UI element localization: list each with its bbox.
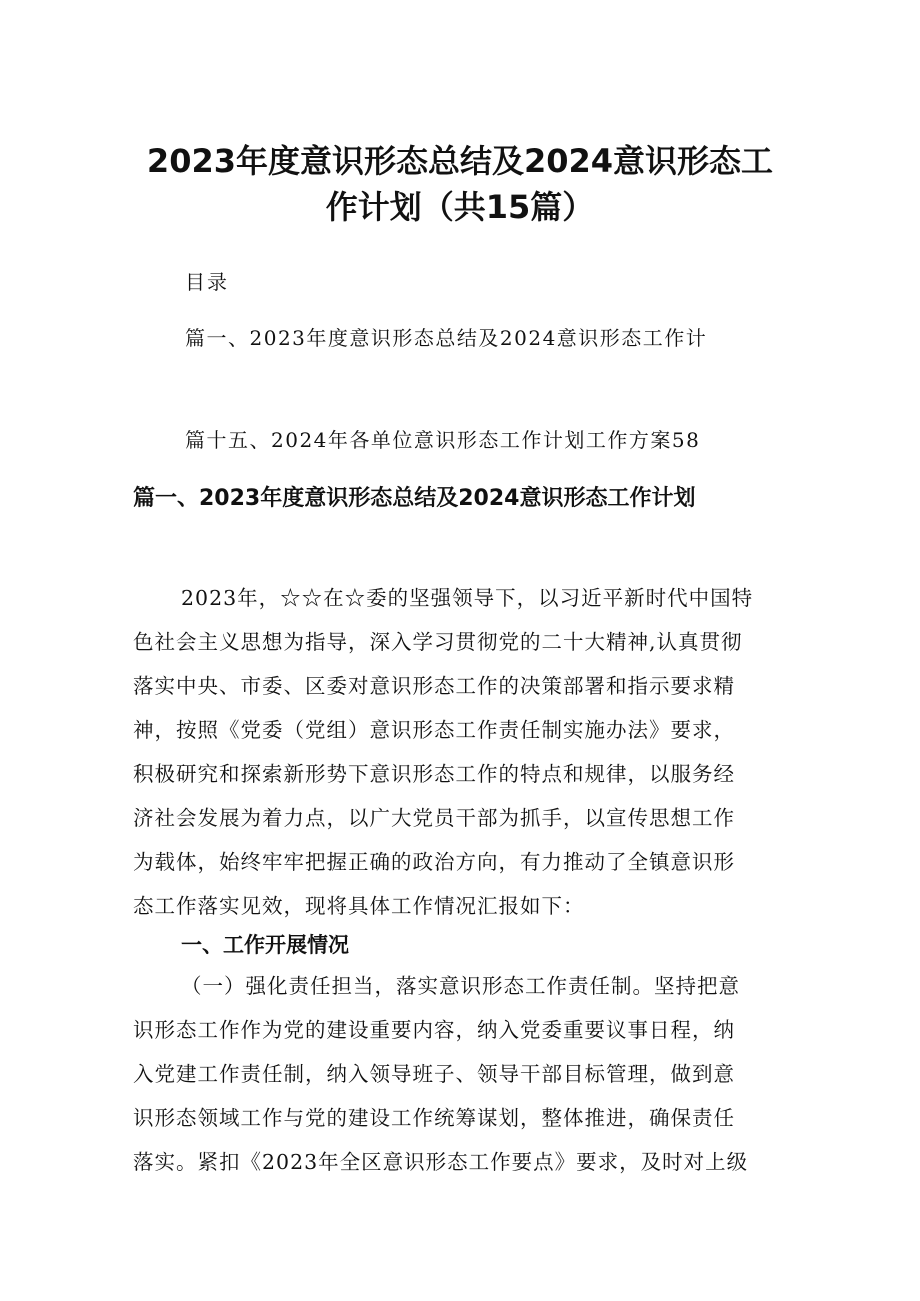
toc-item[interactable]: 篇一、2023年度意识形态总结及2024意识形态工作计 <box>185 326 708 350</box>
document-title-line-2: 作计划（共15篇） <box>325 188 595 226</box>
section-heading: 篇一、2023年度意识形态总结及2024意识形态工作计划 <box>133 486 696 511</box>
paragraph-line: 落实。紧扣《2023年全区意识形态工作要点》要求，及时对上级 <box>133 1150 749 1174</box>
paragraph-line: 神，按照《党委（党组）意识形态工作责任制实施办法》要求， <box>133 718 735 742</box>
document-title-line-1: 2023年度意识形态总结及2024意识形态工 <box>146 142 774 180</box>
paragraph-line: 识形态工作作为党的建设重要内容，纳入党委重要议事日程，纳 <box>133 1018 735 1042</box>
paragraph-line: 落实中央、市委、区委对意识形态工作的决策部署和指示要求精 <box>133 674 735 698</box>
subheading-work-progress: 一、工作开展情况 <box>181 933 349 957</box>
paragraph-line: 识形态领域工作与党的建设工作统筹谋划，整体推进，确保责任 <box>133 1106 735 1130</box>
paragraph-line: 为载体，始终牢牢把握正确的政治方向，有力推动了全镇意识形 <box>133 850 735 874</box>
paragraph-line: 2023年，☆☆在☆委的坚强领导下，以习近平新时代中国特 <box>181 586 754 610</box>
toc-label: 目录 <box>185 270 229 294</box>
paragraph-line: 入党建工作责任制，纳入领导班子、领导干部目标管理，做到意 <box>133 1062 735 1086</box>
paragraph-intro <box>133 576 793 928</box>
paragraph-line: 积极研究和探索新形势下意识形态工作的特点和规律，以服务经 <box>133 762 735 786</box>
paragraph-line: 济社会发展为着力点，以广大党员干部为抓手，以宣传思想工作 <box>133 806 735 830</box>
paragraph-responsibility <box>133 964 793 1184</box>
paragraph-line: 态工作落实见效，现将具体工作情况汇报如下： <box>133 894 585 918</box>
paragraph-line: 色社会主义思想为指导，深入学习贯彻党的二十大精神,认真贯彻 <box>133 630 743 654</box>
paragraph-line: （一）强化责任担当，落实意识形态工作责任制。坚持把意 <box>181 974 740 998</box>
toc-item[interactable]: 篇十五、2024年各单位意识形态工作计划工作方案58 <box>185 428 701 452</box>
